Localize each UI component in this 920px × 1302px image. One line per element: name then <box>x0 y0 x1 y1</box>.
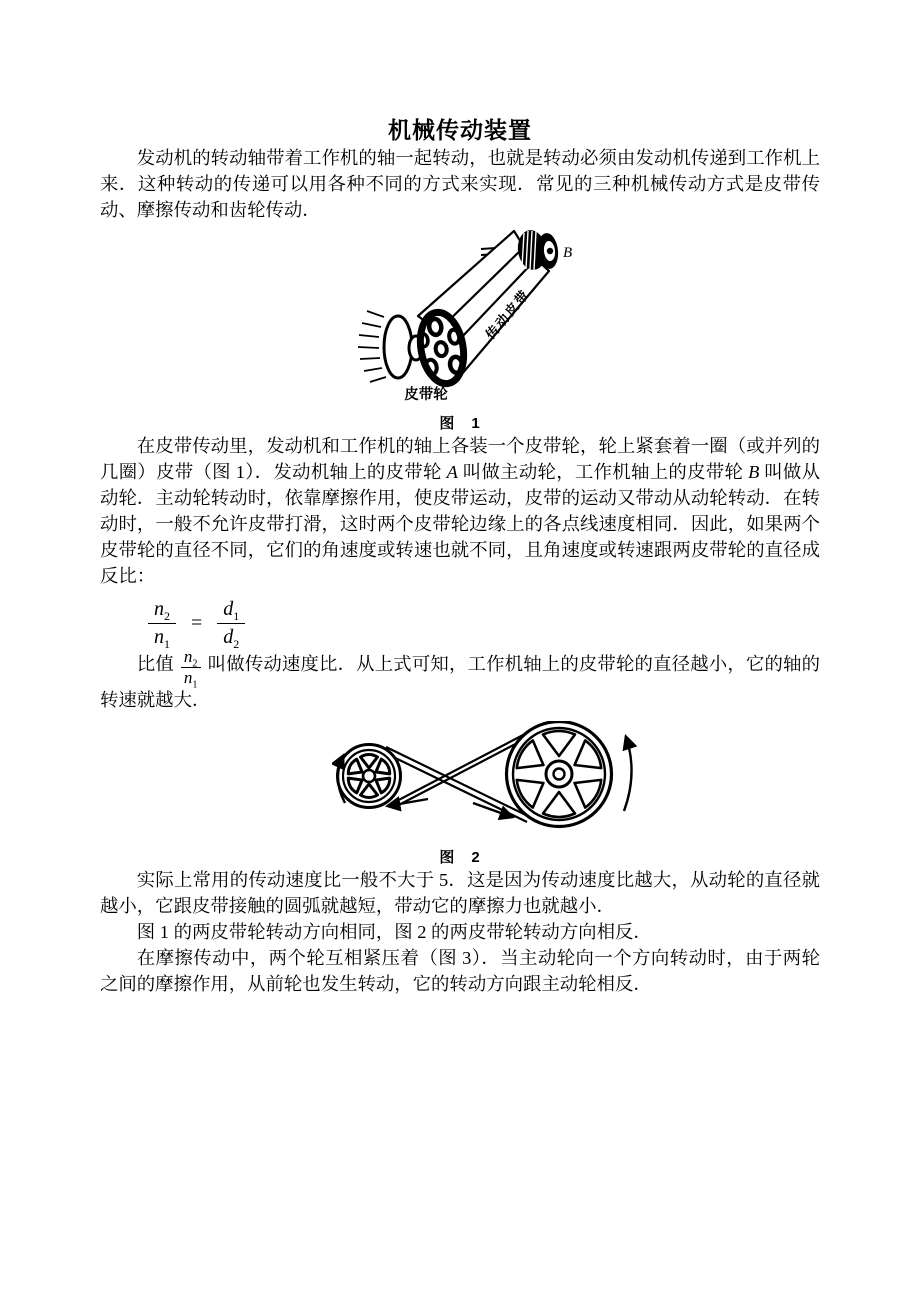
paragraph-friction-drive: 在摩擦传动中，两个轮互相紧压着（图 3）．当主动轮向一个方向转动时，由于两轮之间的摩擦作用，从前轮也发生转动，它的转动方向跟主动轮相反． <box>100 947 820 994</box>
symbol-d2-base: d <box>223 626 234 648</box>
figure2-illustration <box>332 721 642 839</box>
figure1-pulley-b <box>515 228 559 272</box>
fraction-d1-d2 <box>217 598 245 651</box>
figure1-label-b: B <box>563 245 573 261</box>
symbol-d2-sub: 2 <box>233 637 240 651</box>
fraction-n2-n1 <box>148 598 176 651</box>
symbol-n1-sub: 1 <box>164 637 170 651</box>
symbol-n2-sub: 2 <box>164 609 170 623</box>
variable-b: B <box>748 462 760 482</box>
fraction-denominator <box>217 624 245 651</box>
inline-fraction-numerator <box>181 648 201 668</box>
inline-fraction-denominator <box>181 667 201 691</box>
paragraph-speed-ratio <box>100 648 820 713</box>
symbol-n1-sub: 1 <box>192 679 198 691</box>
paragraph-speed-ratio-text-2: 叫做传动速度比．从上式可知，工作机轴上的皮带轮的直径越小，它的轴的转速就越大． <box>100 653 820 710</box>
fraction-denominator <box>148 624 176 651</box>
symbol-d1-base: d <box>223 598 234 620</box>
figure2 <box>100 721 820 867</box>
figure1-caption: 图 1 <box>439 415 481 432</box>
inline-fraction-n2-n1 <box>181 647 201 691</box>
equals-sign: = <box>191 612 203 634</box>
page-title: 机械传动装置 <box>388 118 532 143</box>
symbol-n2-sub: 2 <box>192 658 198 670</box>
symbol-n2-base: n <box>183 647 193 666</box>
symbol-n1-base: n <box>183 667 193 687</box>
figure2-small-wheel <box>338 744 401 807</box>
equation-speed-ratio <box>148 598 820 651</box>
paragraph-ratio-limit: 实际上常用的传动速度比一般不大于 5．这是因为传动速度比越大，从动轮的直径就越小，它跟皮带接触的圆弧就越短，带动它的摩擦力也就越小． <box>100 869 820 916</box>
figure1-pulley-a <box>415 309 469 387</box>
symbol-d1-sub: 1 <box>233 609 240 623</box>
figure1-label-belt: 传动皮带 <box>482 286 533 342</box>
paragraph-belt-drive-text-3: 叫做从动轮．主动轮转动时，依靠摩擦作用，使皮带运动，皮带的运动又带动从动轮转动．在转动时，一般不允许皮带打滑，这时两个皮带轮边缘上的各点线速度相同．因此，如果两个皮带轮的直径不同，它们的角速度或转速也就不同，且角速度或转速跟两皮带轮的直径成反比： <box>100 462 820 586</box>
figure1 <box>100 227 820 433</box>
paragraph-intro: 发动机的转动轴带着工作机的轴一起转动，也就是转动必须由发动机传递到工作机上来．这种转动的传递可以用各种不同的方式来实现．常见的三种机械传动方式是皮带传动、摩擦传动和齿轮传动． <box>100 148 820 220</box>
figure2-caption: 图 2 <box>439 848 481 866</box>
symbol-n2-base: n <box>154 598 164 620</box>
figure1-illustration <box>353 227 583 405</box>
fraction-numerator <box>148 599 176 624</box>
figure1-label-pulley: 皮带轮 <box>404 387 448 403</box>
symbol-n1-base: n <box>154 626 164 648</box>
paragraph-direction-compare: 图 1 的两皮带轮转动方向相同，图 2 的两皮带轮转动方向相反． <box>136 921 652 942</box>
figure2-big-wheel <box>507 721 612 826</box>
paragraph-belt-drive-text-2: 叫做主动轮，工作机轴上的皮带轮 <box>457 462 749 482</box>
paragraph-speed-ratio-text-1: 比值 <box>136 653 174 674</box>
figure1-mount-hatching <box>358 311 386 382</box>
variable-a: A <box>446 462 458 482</box>
paragraph-belt-drive-text-1: 在皮带传动里，发动机和工作机的轴上各装一个皮带轮，轮上紧套着一圈（或并列的几圈）皮带（图 1）．发动机轴上的皮带轮 <box>100 436 820 482</box>
fraction-numerator <box>217 599 245 624</box>
paragraph-belt-drive <box>100 433 820 589</box>
